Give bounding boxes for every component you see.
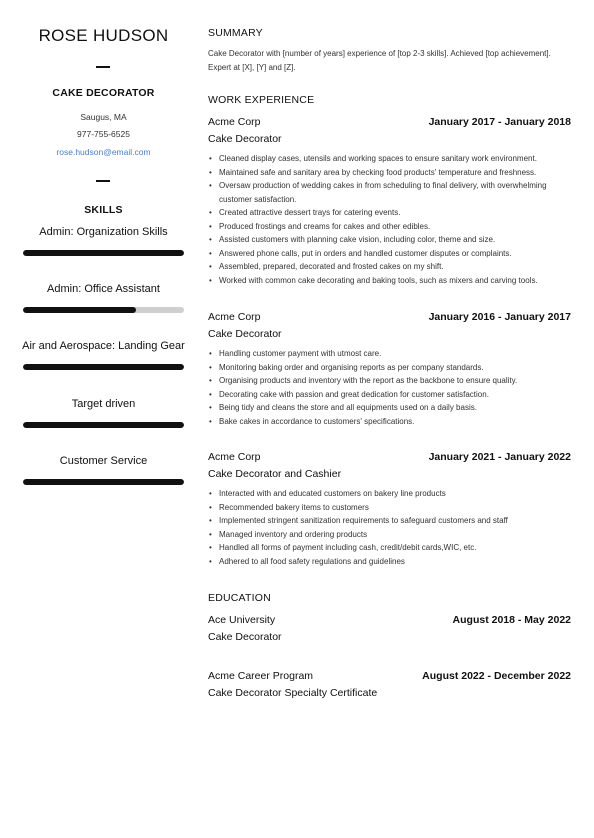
education-school: Acme Career Program — [208, 670, 314, 682]
job-role: Cake Decorator — [208, 133, 282, 145]
list-item: • Handled all forms of payment including cash, credit/debit cards,WIC, etc. — [208, 541, 572, 555]
skill-bar-fill — [23, 422, 184, 428]
contact-city: Saugus, MA — [80, 112, 127, 122]
candidate-name: ROSE HUDSON — [38, 26, 169, 45]
job-bullets — [208, 487, 572, 568]
list-item: • Maintained safe and sanitary area by checking food products' temperature and freshness. — [208, 166, 572, 180]
list-item: • Answered phone calls, put in orders and handled customer disputes or complaints. — [208, 247, 572, 261]
summary-text: Cake Decorator with [number of years] experience of [top 2-3 skills]. Achieved [top achievement]. Expert at [X], [Y] and [Z]. — [208, 49, 551, 72]
list-item: • Being tidy and cleans the store and all equipments used on a daily basis. — [208, 401, 572, 415]
job-dates: January 2021 - January 2022 — [428, 451, 571, 463]
list-item: • Adhered to all food safety regulations and guidelines — [208, 555, 572, 569]
skill-label: Target driven — [71, 398, 136, 410]
divider — [96, 180, 110, 182]
education-degree: Cake Decorator Specialty Certificate — [208, 687, 378, 699]
job-dates: January 2017 - January 2018 — [428, 116, 571, 128]
skill-bar — [23, 479, 184, 485]
summary-heading: SUMMARY — [208, 27, 263, 39]
contact-phone: 977-755-6525 — [77, 129, 130, 139]
list-item: • Worked with common cake decorating and baking tools, such as mixers and carving tools. — [208, 274, 572, 288]
list-item: • Bake cakes in accordance to customers' specifications. — [208, 415, 572, 429]
list-item: • Assisted customers with planning cake vision, including color, theme and size. — [208, 233, 572, 247]
skill-bar — [23, 307, 184, 313]
list-item: • Handling customer payment with utmost care. — [208, 347, 572, 361]
list-item: • Oversaw production of wedding cakes in from scheduling to final delivery, with overwhelming customer satisfaction. — [208, 179, 572, 206]
job-bullets — [208, 347, 572, 428]
list-item: • Decorating cake with passion and great dedication for customer satisfaction. — [208, 388, 572, 402]
education-heading: EDUCATION — [208, 592, 271, 604]
list-item: • Cleaned display cases, utensils and working spaces to ensure sanitary work environment. — [208, 152, 572, 166]
list-item: • Created attractive dessert trays for catering events. — [208, 206, 572, 220]
list-item: • Recommended bakery items to customers — [208, 501, 572, 515]
job-company: Acme Corp — [208, 116, 261, 128]
list-item: • Organising products and inventory with the report as the backbone to ensure quality. — [208, 374, 572, 388]
job-bullets — [208, 152, 572, 287]
list-item: • Interacted with and educated customers on bakery line products — [208, 487, 572, 501]
list-item: • Managed inventory and ordering products — [208, 528, 572, 542]
list-item: • Monitoring baking order and organising reports as per company standards. — [208, 361, 572, 375]
job-dates: January 2016 - January 2017 — [428, 311, 571, 323]
divider — [96, 66, 110, 68]
list-item: • Produced frostings and creams for cakes and other edibles. — [208, 220, 572, 234]
skill-bar — [23, 422, 184, 428]
list-item: • Assembled, prepared, decorated and frosted cakes on my shift. — [208, 260, 572, 274]
job-role: Cake Decorator and Cashier — [208, 468, 342, 480]
skill-label: Air and Aerospace: Landing Gear — [22, 340, 185, 352]
skill-label: Customer Service — [59, 455, 148, 467]
skills-heading: SKILLS — [84, 204, 123, 216]
skill-bar-fill — [23, 479, 184, 485]
list-item: • Implemented stringent sanitization requirements to safeguard customers and staff — [208, 514, 572, 528]
contact-email-link[interactable]: rose.hudson@email.com — [56, 147, 151, 157]
education-school: Ace University — [208, 614, 276, 626]
education-degree: Cake Decorator — [208, 631, 282, 643]
job-company: Acme Corp — [208, 311, 261, 323]
education-dates: August 2022 - December 2022 — [422, 670, 571, 682]
skill-label: Admin: Office Assistant — [47, 283, 160, 295]
candidate-title: CAKE DECORATOR — [52, 87, 155, 99]
job-company: Acme Corp — [208, 451, 261, 463]
skill-bar — [23, 364, 184, 370]
skill-label: Admin: Organization Skills — [39, 226, 168, 238]
skill-bar-fill — [23, 250, 184, 256]
job-role: Cake Decorator — [208, 328, 282, 340]
skill-bar — [23, 250, 184, 256]
skill-bar-fill — [23, 364, 184, 370]
education-dates: August 2018 - May 2022 — [452, 614, 571, 626]
skill-bar-fill — [23, 307, 136, 313]
experience-heading: WORK EXPERIENCE — [208, 94, 315, 106]
